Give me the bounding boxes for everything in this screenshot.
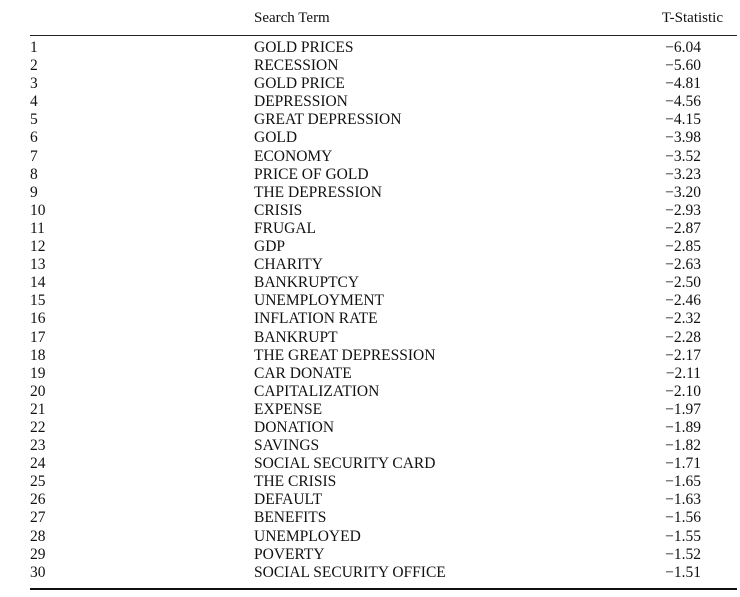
table-row	[30, 546, 737, 564]
row-t-statistic: −4.81	[665, 75, 701, 93]
row-search-term: BANKRUPT	[254, 328, 338, 346]
row-rank: 22	[30, 418, 46, 436]
bottom-rule	[30, 588, 737, 590]
row-search-term: GOLD PRICE	[254, 75, 345, 93]
row-t-statistic: −1.56	[665, 509, 701, 527]
row-t-statistic: −1.65	[665, 473, 701, 491]
row-rank: 6	[30, 129, 38, 147]
table-row	[30, 166, 737, 184]
table-header	[30, 0, 737, 36]
table-row	[30, 220, 737, 238]
row-rank: 19	[30, 364, 46, 382]
row-search-term: EXPENSE	[254, 400, 323, 418]
row-rank: 7	[30, 147, 38, 165]
row-t-statistic: −3.20	[665, 183, 701, 201]
row-search-term: GOLD PRICES	[254, 39, 354, 56]
row-t-statistic: −1.63	[665, 491, 701, 509]
row-search-term: DONATION	[254, 418, 335, 436]
table-row	[30, 238, 737, 256]
table-row	[30, 473, 737, 491]
row-t-statistic: −2.17	[665, 346, 701, 364]
row-rank: 26	[30, 491, 46, 509]
row-rank: 1	[30, 39, 38, 56]
row-rank: 16	[30, 310, 46, 328]
row-rank: 11	[30, 219, 45, 237]
search-term-table	[30, 0, 737, 590]
table-row	[30, 202, 737, 220]
row-rank: 25	[30, 473, 46, 491]
row-t-statistic: −1.51	[665, 563, 701, 581]
row-rank: 12	[30, 238, 46, 256]
table-row	[30, 111, 737, 129]
table-row	[30, 419, 737, 437]
row-t-statistic: −6.04	[665, 39, 701, 56]
table-row	[30, 437, 737, 455]
row-t-statistic: −4.56	[665, 93, 701, 111]
row-search-term: CRISIS	[254, 201, 303, 219]
row-search-term: BENEFITS	[254, 509, 327, 527]
row-t-statistic: −3.23	[665, 165, 701, 183]
row-rank: 27	[30, 509, 46, 527]
row-rank: 28	[30, 527, 46, 545]
table-row	[30, 39, 737, 57]
table-row	[30, 455, 737, 473]
row-t-statistic: −2.32	[665, 310, 701, 328]
row-rank: 29	[30, 545, 46, 563]
row-t-statistic: −2.11	[665, 364, 701, 382]
row-search-term: GOLD	[254, 129, 298, 147]
row-search-term: FRUGAL	[254, 219, 317, 237]
table-row	[30, 129, 737, 147]
row-search-term: DEPRESSION	[254, 93, 348, 111]
table-row	[30, 347, 737, 365]
row-search-term: CAR DONATE	[254, 364, 352, 382]
row-rank: 3	[30, 75, 38, 93]
row-t-statistic: −2.87	[665, 219, 701, 237]
row-rank: 15	[30, 292, 46, 310]
header-search-term: Search Term	[254, 10, 330, 26]
row-search-term: INFLATION RATE	[254, 310, 378, 328]
row-search-term: SOCIAL SECURITY CARD	[254, 455, 436, 473]
row-rank: 13	[30, 256, 46, 274]
row-search-term: SOCIAL SECURITY OFFICE	[254, 563, 446, 581]
table-row	[30, 365, 737, 383]
row-rank: 9	[30, 183, 38, 201]
table-row	[30, 491, 737, 509]
row-search-term: BANKRUPTCY	[254, 274, 360, 292]
row-t-statistic: −2.63	[665, 256, 701, 274]
table-row	[30, 292, 737, 310]
row-search-term: CAPITALIZATION	[254, 382, 380, 400]
row-t-statistic: −3.98	[665, 129, 701, 147]
row-t-statistic: −2.85	[665, 238, 701, 256]
table-row	[30, 148, 737, 166]
table-row	[30, 75, 737, 93]
table-row	[30, 401, 737, 419]
table-row	[30, 274, 737, 292]
header-t-statistic: T-Statistic	[661, 10, 723, 26]
row-t-statistic: −1.71	[665, 455, 701, 473]
row-t-statistic: −2.93	[665, 201, 701, 219]
row-search-term: THE CRISIS	[254, 473, 337, 491]
table-row	[30, 564, 737, 582]
row-rank: 20	[30, 382, 46, 400]
row-search-term: ECONOMY	[254, 147, 333, 165]
table-row	[30, 528, 737, 546]
table-row	[30, 509, 737, 527]
row-t-statistic: −2.28	[665, 328, 701, 346]
row-search-term: THE GREAT DEPRESSION	[254, 346, 436, 364]
row-t-statistic: −3.52	[665, 147, 701, 165]
row-rank: 8	[30, 165, 38, 183]
row-rank: 21	[30, 400, 46, 418]
row-rank: 14	[30, 274, 46, 292]
table-body	[30, 36, 737, 582]
row-search-term: GREAT DEPRESSION	[254, 111, 402, 129]
row-rank: 24	[30, 455, 46, 473]
table-row	[30, 93, 737, 111]
table-row	[30, 329, 737, 347]
row-rank: 17	[30, 328, 46, 346]
table-row	[30, 256, 737, 274]
table-row	[30, 383, 737, 401]
row-search-term: RECESSION	[254, 57, 339, 75]
row-t-statistic: −5.60	[665, 57, 701, 75]
row-search-term: POVERTY	[254, 545, 325, 563]
row-t-statistic: −2.46	[665, 292, 701, 310]
table-row	[30, 184, 737, 202]
row-t-statistic: −1.97	[665, 400, 701, 418]
row-rank: 4	[30, 93, 38, 111]
row-rank: 5	[30, 111, 38, 129]
row-rank: 18	[30, 346, 46, 364]
row-rank: 10	[30, 201, 46, 219]
row-t-statistic: −1.52	[665, 545, 701, 563]
row-search-term: UNEMPLOYED	[254, 527, 361, 545]
row-search-term: GDP	[254, 238, 286, 256]
row-rank: 30	[30, 563, 46, 581]
row-search-term: SAVINGS	[254, 437, 320, 455]
row-t-statistic: −1.82	[665, 437, 701, 455]
row-t-statistic: −1.55	[665, 527, 701, 545]
row-search-term: UNEMPLOYMENT	[254, 292, 385, 310]
row-search-term: PRICE OF GOLD	[254, 165, 369, 183]
row-search-term: THE DEPRESSION	[254, 183, 382, 201]
row-t-statistic: −2.10	[665, 382, 701, 400]
row-rank: 2	[30, 57, 38, 75]
table-row	[30, 57, 737, 75]
row-t-statistic: −1.89	[665, 418, 701, 436]
table-row	[30, 310, 737, 328]
row-t-statistic: −2.50	[665, 274, 701, 292]
row-search-term: DEFAULT	[254, 491, 323, 509]
row-search-term: CHARITY	[254, 256, 323, 274]
row-t-statistic: −4.15	[665, 111, 701, 129]
row-rank: 23	[30, 437, 46, 455]
